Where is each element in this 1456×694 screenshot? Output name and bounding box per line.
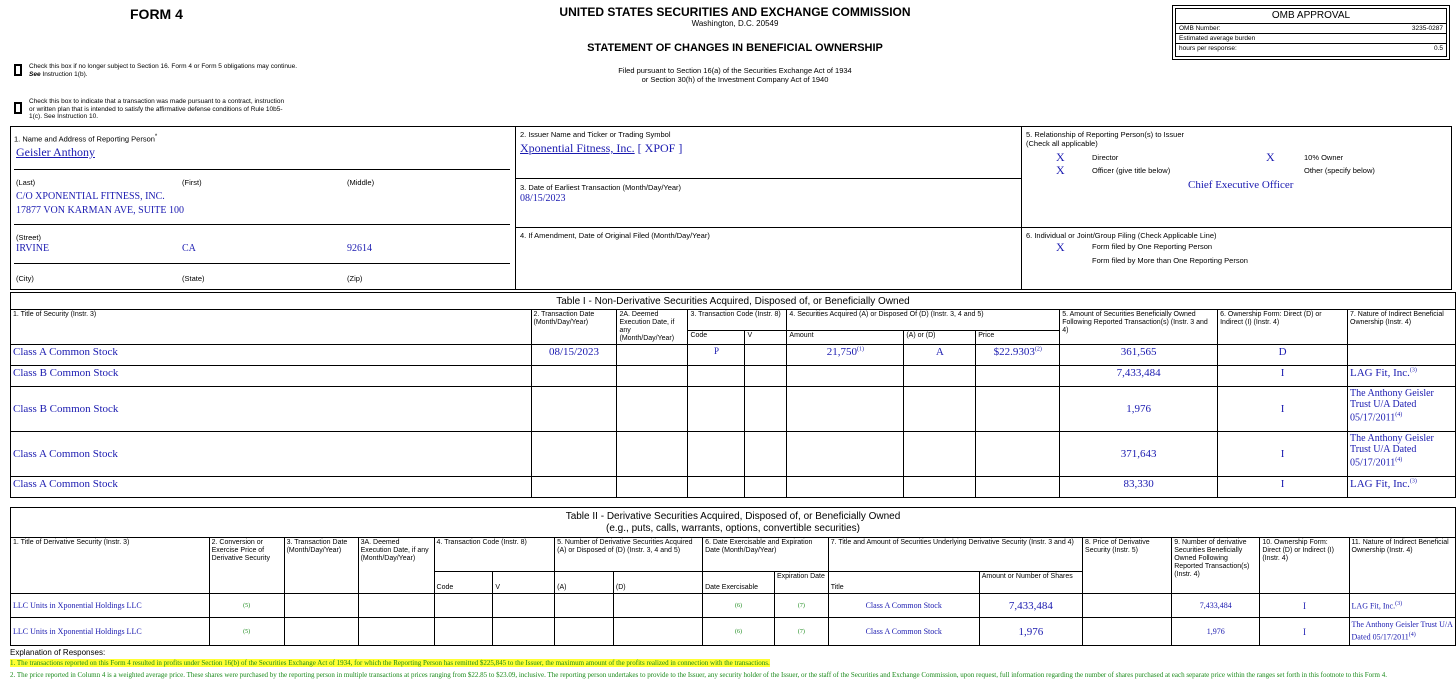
statement-title: STATEMENT OF CHANGES IN BENEFICIAL OWNERSHIP (587, 42, 883, 54)
t1-r4-title: Class A Common Stock (11, 477, 532, 498)
t2-r0-nature-fn: (3) (1395, 600, 1403, 607)
footnote-1 (10, 659, 770, 668)
t1-r2-form: I (1218, 387, 1348, 432)
t1-r1-nature-fn: (3) (1409, 367, 1417, 374)
omb-burden-label: Estimated average burden (1176, 34, 1446, 44)
t2-r1-conversion-fn: (5) (209, 618, 284, 646)
t1-col-title: 1. Title of Security (Instr. 3) (11, 310, 532, 345)
table-row (11, 432, 1456, 477)
t2-r0-nature-value: LAG Fit, Inc. (1351, 601, 1396, 611)
relationship-label: 5. Relationship of Reporting Person(s) to Issuer (1026, 130, 1184, 139)
t1-r0-price-value: $22.9303 (993, 346, 1035, 358)
t1-r3-nature-fn: (4) (1395, 457, 1403, 463)
t1-r0-code: P (688, 345, 745, 366)
t2-r0-underlying-amount: 7,433,484 (979, 594, 1082, 618)
t2-col-underlying: 7. Title and Amount of Securities Underlying Derivative Security (Instr. 3 and 4) (828, 538, 1082, 572)
t1-r4-form: I (1218, 477, 1348, 498)
table-row (11, 618, 1456, 646)
t2-r0-title: LLC Units in Xponential Holdings LLC (11, 594, 210, 618)
ten-percent-owner-label: 10% Owner (1304, 153, 1344, 162)
t1-r3-title: Class A Common Stock (11, 432, 532, 477)
reporting-person-label (14, 133, 157, 144)
multiple-persons-label: Form filed by More than One Reporting Person (1092, 256, 1248, 265)
middle-label: (Middle) (347, 178, 375, 187)
t1-r0-aord: A (904, 345, 976, 366)
section16-checkbox[interactable] (14, 64, 22, 76)
footnote-2: 2. The price reported in Column 4 is a weighted average price. These shares were purchased by the reporting person in multiple transactions at prices ranging from $22.85 to $23.09, inclusive. The reporting person undertakes to provide to the Issuer, any security holder of the Issuer, or the staff of the Securities and Exchange Commission, upon request, full information regarding the number of shares purchased at each separate price within the ranges set forth in this footnote to this Form 4. (10, 671, 1387, 679)
table-row (11, 366, 1456, 387)
omb-title: OMB APPROVAL (1176, 9, 1446, 24)
one-person-label: Form filed by One Reporting Person (1092, 242, 1213, 251)
footnote-1-text: 1. The transactions reported on this Form 4 resulted in profits under Section 16(b) of the Securities Exchange Act of 1934, for which the Reporting Person has remitted $225,845 to the Issuer, the maximum amount of the profits realized in connection with the transactions. (10, 659, 770, 667)
t2-col-conversion: 2. Conversion or Exercise Price of Derivative Security (209, 538, 284, 594)
omb-number-value: 3235-0287 (1411, 25, 1443, 32)
table-row (11, 594, 1456, 618)
t2-sub-expiration: Expiration Date (775, 572, 829, 594)
t2-col-title: 1. Title of Derivative Security (Instr. 3) (11, 538, 210, 594)
t2-sub-a: (A) (555, 572, 614, 594)
agency-location: Washington, D.C. 20549 (691, 19, 779, 28)
t2-r0-underlying-title: Class A Common Stock (828, 594, 979, 618)
t2-r1-owned: 1,976 (1172, 618, 1260, 646)
t1-r0-amount-value: 21,750 (826, 346, 857, 358)
t1-r0-owned: 361,565 (1060, 345, 1218, 366)
table-2-title-cell (11, 508, 1456, 538)
reporting-person-name-link[interactable]: Geisler Anthony (16, 145, 95, 159)
t2-r1-title: LLC Units in Xponential Holdings LLC (11, 618, 210, 646)
omb-hours-value: 0.5 (1433, 45, 1443, 52)
t1-r1-form: I (1218, 366, 1348, 387)
t2-r0-form: I (1260, 594, 1349, 618)
t1-sub-amount: Amount (787, 330, 904, 344)
street-label: (Street) (16, 233, 42, 242)
t1-r2-nature (1348, 387, 1456, 432)
omb-approval-box (1172, 5, 1450, 60)
reporting-person-label-sup: * (154, 134, 158, 140)
t2-r1-nature-value: The Anthony Geisler Trust U/A Dated 05/17/2011 (1351, 620, 1453, 642)
address-line-1: C/O XPONENTIAL FITNESS, INC. (16, 191, 165, 202)
table-2-title: Table II - Derivative Securities Acquired, Disposed of, or Beneficially Owned (565, 510, 901, 522)
director-check[interactable]: X (1056, 150, 1065, 164)
t2-r0-owned: 7,433,484 (1172, 594, 1260, 618)
t2-r1-exercisable-fn: (6) (703, 618, 775, 646)
t2-col-price: 8. Price of Derivative Security (Instr. 5) (1083, 538, 1172, 594)
t1-r4-nature-value: LAG Fit, Inc. (1350, 478, 1410, 490)
t1-r2-owned: 1,976 (1060, 387, 1218, 432)
t1-r0-amount (787, 345, 904, 366)
t2-col-exercisable: 6. Date Exercisable and Expiration Date (Month/Day/Year) (703, 538, 829, 572)
filed-line-1: Filed pursuant to Section 16(a) of the Securities Exchange Act of 1934 (618, 66, 852, 75)
t2-r0-exercisable-fn: (6) (703, 594, 775, 618)
t1-r2-title: Class B Common Stock (11, 387, 532, 432)
t2-sub-amount: Amount or Number of Shares (979, 572, 1082, 594)
t2-sub-exercisable: Date Exercisable (703, 572, 775, 594)
t1-sub-aord: (A) or (D) (904, 330, 976, 344)
omb-hours-label: hours per response: (1179, 45, 1237, 52)
form-title: FORM 4 (130, 6, 183, 22)
t2-sub-v: V (493, 572, 555, 594)
zip-value: 92614 (347, 243, 372, 254)
amendment-label: 4. If Amendment, Date of Original Filed (Month/Day/Year) (520, 231, 710, 240)
officer-title: Chief Executive Officer (1188, 179, 1294, 191)
table-2-derivative (10, 507, 1456, 646)
t2-col-number: 5. Number of Derivative Securities Acquired (A) or Disposed of (D) (Instr. 3, 4 and 5) (555, 538, 703, 572)
section16-text: Check this box if no longer subject to Section 16. Form 4 or Form 5 obligations may continue. (29, 63, 298, 70)
officer-check[interactable]: X (1056, 163, 1065, 177)
t1-r0-date: 08/15/2023 (531, 345, 617, 366)
state-label: (State) (182, 274, 205, 283)
t2-r0-nature (1349, 594, 1455, 618)
issuer-label: 2. Issuer Name and Ticker or Trading Symbol (520, 130, 671, 139)
t1-col-owned: 5. Amount of Securities Beneficially Owned Following Reported Transaction(s) (Instr. 3 and 4) (1060, 310, 1218, 345)
t2-r1-underlying-amount: 1,976 (979, 618, 1082, 646)
rule10b5-checkbox[interactable] (14, 102, 22, 114)
city-label: (City) (16, 274, 34, 283)
t2-col-code: 4. Transaction Code (Instr. 8) (434, 538, 555, 572)
t1-col-nature: 7. Nature of Indirect Beneficial Ownership (Instr. 4) (1348, 310, 1456, 345)
t2-col-form: 10. Ownership Form: Direct (D) or Indirect (I) (Instr. 4) (1260, 538, 1349, 594)
t1-sub-price: Price (976, 330, 1060, 344)
t1-r1-title: Class B Common Stock (11, 366, 532, 387)
t1-r0-price (976, 345, 1060, 366)
t1-r2-nature-fn: (4) (1395, 412, 1403, 418)
t2-col-nature: 11. Nature of Indirect Beneficial Ownership (Instr. 4) (1349, 538, 1455, 594)
agency-header (430, 5, 1040, 84)
t1-r4-nature (1348, 477, 1456, 498)
t1-r0-form: D (1218, 345, 1348, 366)
t2-r1-expiration-fn: (7) (775, 618, 829, 646)
rule10b5-checkbox-label: Check this box to indicate that a transaction was made pursuant to a contract, instruction or written plan that is intended to satisfy the affirmative defense conditions of Rule 10b5-1(c). See Instruction 10. (29, 98, 285, 120)
city-value: IRVINE (16, 243, 50, 254)
t2-r1-nature (1349, 618, 1455, 646)
table-1-non-derivative (10, 292, 1456, 498)
reporting-person-label-text: 1. Name and Address of Reporting Person (14, 134, 155, 144)
state-value: CA (182, 243, 196, 254)
filing-type-label: 6. Individual or Joint/Group Filing (Check Applicable Line) (1026, 231, 1217, 240)
one-person-check[interactable]: X (1056, 240, 1065, 254)
t1-r4-owned: 83,330 (1060, 477, 1218, 498)
t2-r1-form: I (1260, 618, 1349, 646)
issuer-name-link[interactable]: Xponential Fitness, Inc. (520, 141, 635, 155)
t1-r3-form: I (1218, 432, 1348, 477)
address-line-2: 17877 VON KARMAN AVE, SUITE 100 (16, 205, 184, 216)
ticker-close: ] (678, 141, 683, 155)
t1-r4-nature-fn: (3) (1409, 478, 1417, 485)
t2-r0-expiration-fn: (7) (775, 594, 829, 618)
t1-sub-v: V (745, 330, 787, 344)
section16-see: See (29, 71, 41, 78)
t2-sub-code: Code (434, 572, 493, 594)
t1-r3-nature-value: The Anthony Geisler Trust U/A Dated 05/17/2011 (1350, 433, 1434, 469)
reporting-info-box (10, 126, 1452, 290)
t1-r0-price-fn: (2) (1034, 346, 1042, 353)
t1-col-form: 6. Ownership Form: Direct (D) or Indirect (I) (Instr. 4) (1218, 310, 1348, 345)
ten-percent-owner-check[interactable]: X (1266, 150, 1275, 164)
t1-r1-nature (1348, 366, 1456, 387)
agency-name: UNITED STATES SECURITIES AND EXCHANGE COMMISSION (559, 5, 911, 19)
t2-col-owned: 9. Number of derivative Securities Beneficially Owned Following Reported Transaction(s) (Instr. 4) (1172, 538, 1260, 594)
earliest-transaction-label: 3. Date of Earliest Transaction (Month/Day/Year) (520, 183, 682, 192)
t1-r0-amount-fn: (1) (856, 346, 864, 353)
t1-col-date: 2. Transaction Date (Month/Day/Year) (531, 310, 617, 345)
t2-sub-title: Title (828, 572, 979, 594)
first-label: (First) (182, 178, 202, 187)
earliest-transaction-date: 08/15/2023 (520, 193, 566, 204)
t2-r1-underlying-title: Class A Common Stock (828, 618, 979, 646)
section16-checkbox-label (29, 63, 309, 79)
ticker-open: [ (637, 141, 642, 155)
t2-r0-conversion-fn: (5) (209, 594, 284, 618)
t1-r1-owned: 7,433,484 (1060, 366, 1218, 387)
table-row (11, 387, 1456, 432)
table-2-subtitle: (e.g., puts, calls, warrants, options, convertible securities) (606, 522, 860, 534)
t1-col-acquired: 4. Securities Acquired (A) or Disposed Of (D) (Instr. 3, 4 and 5) (787, 310, 1060, 331)
ticker-symbol: XPOF (644, 141, 676, 155)
section16-instr: Instruction 1(b). (42, 71, 88, 78)
officer-label: Officer (give title below) (1092, 166, 1171, 175)
t2-sub-d: (D) (613, 572, 702, 594)
t1-col-deemed: 2A. Deemed Execution Date, if any (Month/Day/Year) (617, 310, 688, 345)
table-row (11, 345, 1456, 366)
t2-col-date: 3. Transaction Date (Month/Day/Year) (284, 538, 358, 594)
other-label: Other (specify below) (1304, 166, 1375, 175)
t1-r0-title: Class A Common Stock (11, 345, 532, 366)
director-label: Director (1092, 153, 1119, 162)
omb-number-label: OMB Number: (1179, 25, 1221, 32)
filed-line-2: or Section 30(h) of the Investment Company Act of 1940 (641, 75, 829, 84)
table-row (11, 477, 1456, 498)
t1-r3-nature (1348, 432, 1456, 477)
t1-sub-code: Code (688, 330, 745, 344)
t2-r1-nature-fn: (4) (1408, 632, 1416, 639)
table-1-title: Table I - Non-Derivative Securities Acquired, Disposed of, or Beneficially Owned (11, 293, 1456, 310)
t1-r0-nature (1348, 345, 1456, 366)
last-label: (Last) (16, 178, 36, 187)
t1-r2-nature-value: The Anthony Geisler Trust U/A Dated 05/17/2011 (1350, 388, 1434, 424)
t2-col-deemed: 3A. Deemed Execution Date, if any (Month/Day/Year) (358, 538, 434, 594)
explanation-label: Explanation of Responses: (10, 648, 106, 657)
relationship-sublabel: (Check all applicable) (1026, 139, 1098, 148)
t1-r1-nature-value: LAG Fit, Inc. (1350, 367, 1410, 379)
t1-r3-owned: 371,643 (1060, 432, 1218, 477)
t1-col-code: 3. Transaction Code (Instr. 8) (688, 310, 787, 331)
zip-label: (Zip) (347, 274, 363, 283)
issuer-name-ticker (520, 141, 682, 156)
